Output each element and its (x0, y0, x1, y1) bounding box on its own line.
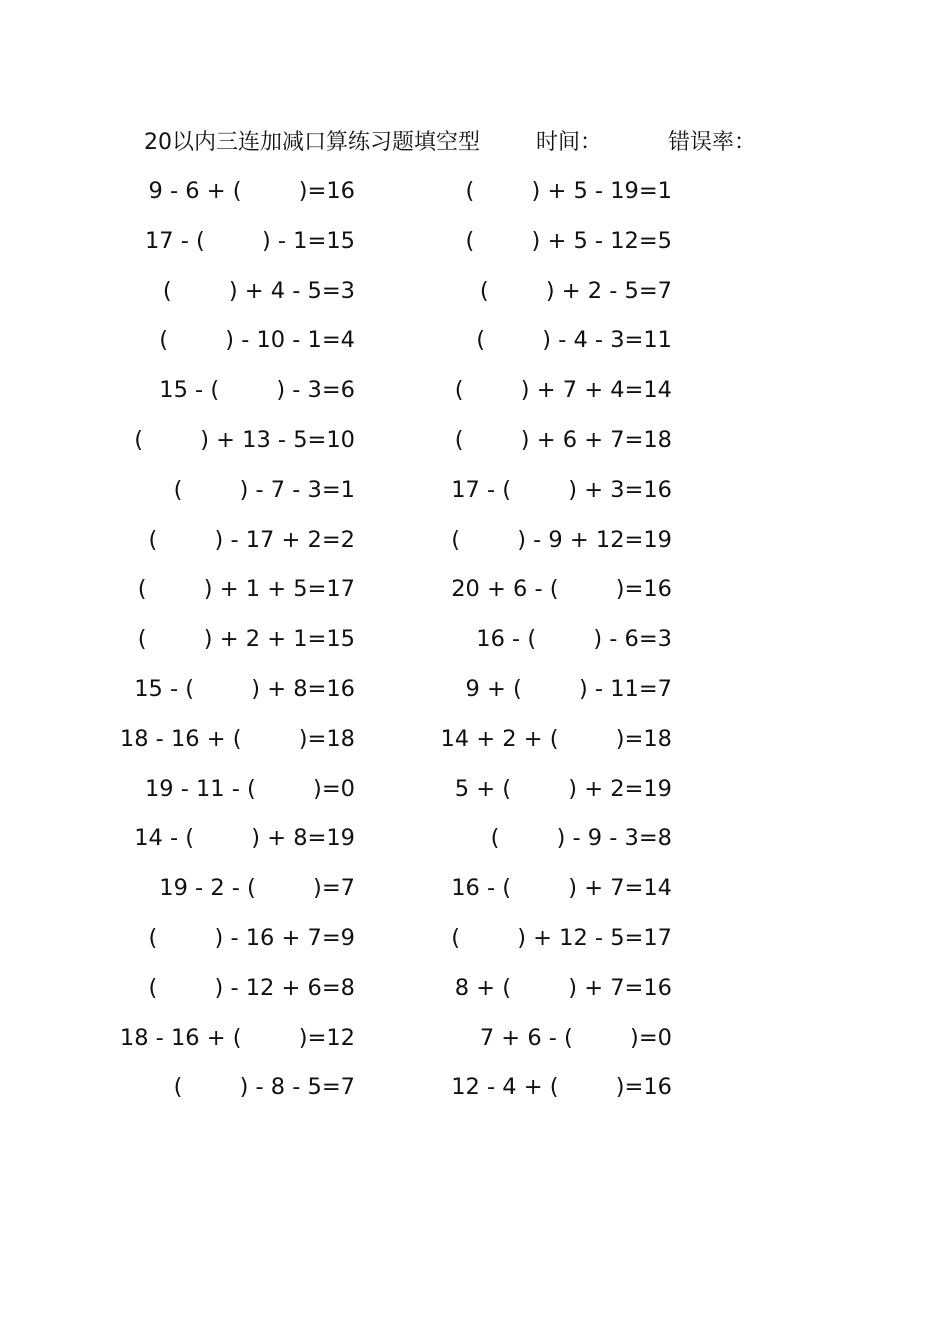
problem-right: 17 - ( ) + 3=16 (451, 476, 672, 503)
problem-right: 16 - ( ) + 7=14 (451, 875, 672, 902)
problem-row (0, 373, 950, 423)
problem-right: ( ) + 12 - 5=17 (451, 924, 672, 951)
problem-right: ( ) + 5 - 19=1 (465, 178, 672, 204)
problem-right: 8 + ( ) + 7=16 (454, 974, 672, 1001)
problem-right: ( ) + 6 + 7=18 (454, 426, 672, 453)
problem-left: 15 - ( ) + 8=16 (134, 675, 355, 702)
problem-row (0, 971, 950, 1021)
problem-row (0, 523, 950, 573)
problem-row (0, 821, 950, 871)
problem-right: ( ) + 5 - 12=5 (465, 227, 672, 254)
problem-right: 16 - ( ) - 6=3 (476, 626, 672, 653)
problem-right: ( ) - 9 - 3=8 (490, 825, 672, 852)
problem-left: ( ) + 1 + 5=17 (137, 576, 355, 603)
problem-left: 18 - 16 + ( )=12 (119, 1024, 355, 1051)
problem-row (0, 174, 950, 224)
problem-row (0, 772, 950, 822)
problem-row (0, 672, 950, 722)
worksheet-header (144, 126, 784, 160)
problem-right: 12 - 4 + ( )=16 (451, 1074, 672, 1101)
problem-left: 9 - 6 + ( )=16 (148, 178, 355, 204)
problem-left: ( ) + 4 - 5=3 (162, 277, 355, 304)
problem-row (0, 323, 950, 373)
problem-right: ( ) + 7 + 4=14 (454, 377, 672, 404)
problem-left: ( ) + 13 - 5=10 (134, 426, 355, 453)
problem-left: 14 - ( ) + 8=19 (134, 825, 355, 852)
problem-row (0, 622, 950, 672)
problem-left: ( ) - 10 - 1=4 (159, 327, 355, 354)
problem-left: 19 - 11 - ( )=0 (144, 775, 355, 802)
problem-list (0, 174, 950, 1120)
problem-left: 18 - 16 + ( )=18 (119, 725, 355, 752)
problem-left: ( ) - 8 - 5=7 (173, 1074, 355, 1101)
problem-left: ( ) - 7 - 3=1 (173, 476, 355, 503)
problem-right: ( ) - 9 + 12=19 (451, 526, 672, 553)
problem-left: 15 - ( ) - 3=6 (159, 377, 355, 404)
problem-right: 14 + 2 + ( )=18 (440, 725, 672, 752)
problem-left: ( ) - 12 + 6=8 (148, 974, 355, 1001)
problem-row (0, 274, 950, 324)
problem-right: 9 + ( ) - 11=7 (465, 675, 672, 702)
problem-right: ( ) + 2 - 5=7 (479, 277, 672, 304)
problem-right: 20 + 6 - ( )=16 (451, 576, 672, 603)
error-rate-label: 错误率： (668, 130, 757, 155)
problem-left: ( ) + 2 + 1=15 (137, 626, 355, 653)
problem-row (0, 871, 950, 921)
problem-left: ( ) - 17 + 2=2 (148, 526, 355, 553)
problem-row (0, 1070, 950, 1120)
problem-row (0, 473, 950, 523)
problem-left: ( ) - 16 + 7=9 (148, 924, 355, 951)
problem-row (0, 572, 950, 622)
problem-row (0, 921, 950, 971)
problem-left: 19 - 2 - ( )=7 (159, 875, 355, 902)
time-label: 时间： (536, 130, 603, 155)
problem-row (0, 1021, 950, 1071)
problem-right: 5 + ( ) + 2=19 (454, 775, 672, 802)
problem-row (0, 224, 950, 274)
problem-row (0, 722, 950, 772)
problem-right: 7 + 6 - ( )=0 (479, 1024, 672, 1051)
problem-row (0, 423, 950, 473)
problem-right: ( ) - 4 - 3=11 (476, 327, 672, 354)
problem-left: 17 - ( ) - 1=15 (144, 227, 355, 254)
worksheet-title: 20以内三连加减口算练习题填空型 (144, 130, 480, 155)
